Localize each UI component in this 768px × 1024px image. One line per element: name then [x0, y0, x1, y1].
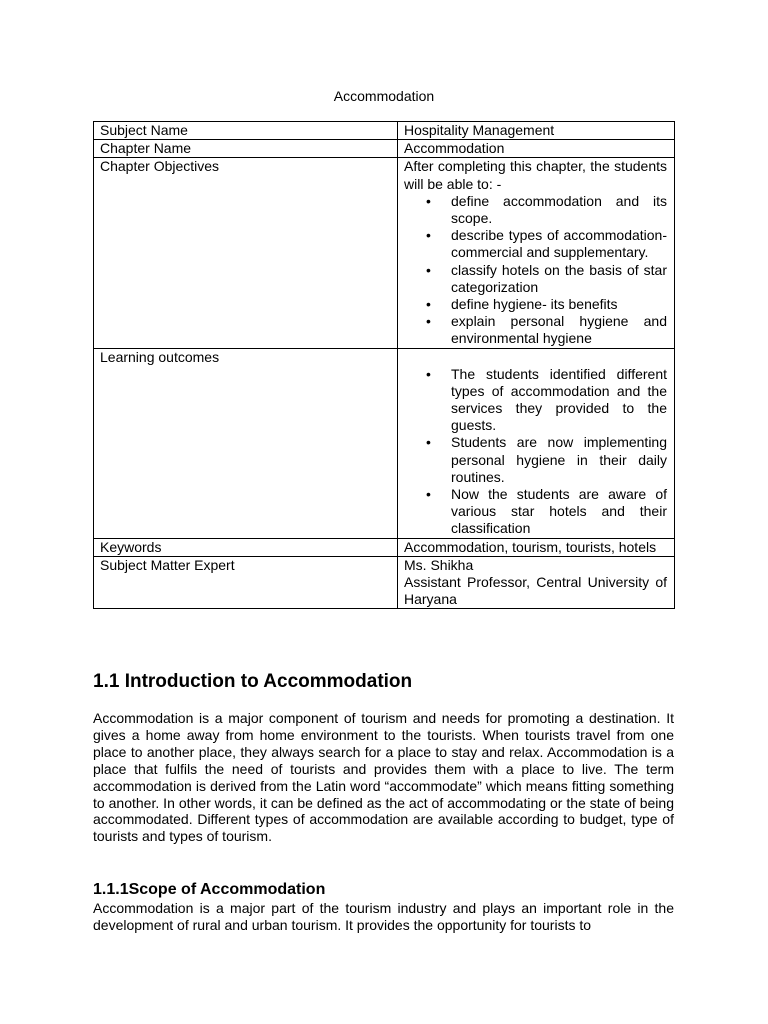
row-label-keywords: Keywords — [94, 538, 398, 556]
table-row — [94, 538, 675, 556]
row-label-learning-outcomes: Learning outcomes — [94, 348, 398, 538]
outcomes-list — [404, 366, 667, 538]
list-item — [404, 486, 667, 538]
row-value-learning-outcomes — [398, 348, 675, 538]
table-row — [94, 140, 675, 158]
row-value-subject-name: Hospitality Management — [398, 122, 675, 140]
list-item — [404, 193, 667, 227]
bullet-icon: • — [426, 486, 431, 503]
row-label-subject-matter-expert: Subject Matter Expert — [94, 556, 398, 609]
subsection-heading: 1.1.1Scope of Accommodation — [93, 881, 326, 898]
list-item — [404, 366, 667, 435]
list-item — [404, 434, 667, 486]
objective-text: define hygiene- its benefits — [451, 296, 618, 313]
table-row — [94, 348, 675, 538]
row-value-subject-matter-expert — [398, 556, 675, 609]
row-value-chapter-name: Accommodation — [398, 140, 675, 158]
subsection-paragraph: Accommodation is a major part of the tourism industry and plays an important role in the development of rural and urban tourism. It provides the opportunity for tourists to — [93, 900, 674, 934]
list-item — [404, 227, 667, 261]
bullet-icon: • — [426, 365, 431, 382]
objective-text: define accommodation and its scope. — [451, 192, 667, 227]
row-label-subject-name: Subject Name — [94, 122, 398, 140]
objectives-intro: After completing this chapter, the students will be able to: - — [404, 158, 667, 192]
table-row — [94, 122, 675, 140]
bullet-icon: • — [426, 227, 431, 244]
row-label-chapter-objectives: Chapter Objectives — [94, 158, 398, 348]
outcome-text: Now the students are aware of various star hotels and their classification — [451, 486, 667, 537]
objective-text: classify hotels on the basis of star categorization — [451, 261, 667, 295]
list-item — [404, 313, 667, 347]
section-heading: 1.1 Introduction to Accommodation — [93, 671, 413, 692]
outcome-text: The students identified different types of accommodation and the services they provided to the guests. — [451, 365, 667, 434]
row-value-chapter-objectives — [398, 158, 675, 348]
table-row — [94, 556, 675, 609]
outcome-text: Students are now implementing personal hygiene in their daily routines. — [451, 434, 667, 485]
objectives-list — [404, 193, 667, 348]
bullet-icon: • — [426, 313, 431, 330]
objective-text: describe types of accommodation- commercial and supplementary. — [451, 227, 667, 261]
bullet-icon: • — [426, 192, 431, 209]
document-title: Accommodation — [333, 88, 435, 104]
outcomes-spacer — [404, 349, 667, 366]
expert-affiliation: Assistant Professor, Central University of Haryana — [404, 574, 667, 608]
table-row — [94, 158, 675, 348]
section-paragraph: Accommodation is a major component of tourism and needs for promoting a destination. It gives a home away from home environment to the tourists. When tourists travel from one place to another place, they always search for a place to stay and relax. Accommodation is a place that fulfils the need of tourists and provides them with a place to live. The term accommodation is derived from the Latin word “accommodate” which means fitting something to another. In other words, it can be defined as the act of accommodating or the state of being accommodated. Different types of accommodation are available according to budget, type of tourists and types of tourism. — [93, 710, 674, 845]
expert-name: Ms. Shikha — [404, 556, 474, 573]
bullet-icon: • — [426, 261, 431, 278]
list-item — [404, 262, 667, 296]
row-label-chapter-name: Chapter Name — [94, 140, 398, 158]
bullet-icon: • — [426, 296, 431, 313]
chapter-info-table — [93, 121, 675, 609]
objective-text: explain personal hygiene and environmental hygiene — [451, 313, 667, 347]
row-value-keywords: Accommodation, tourism, tourists, hotels — [398, 538, 675, 556]
list-item — [404, 296, 667, 313]
bullet-icon: • — [426, 434, 431, 451]
